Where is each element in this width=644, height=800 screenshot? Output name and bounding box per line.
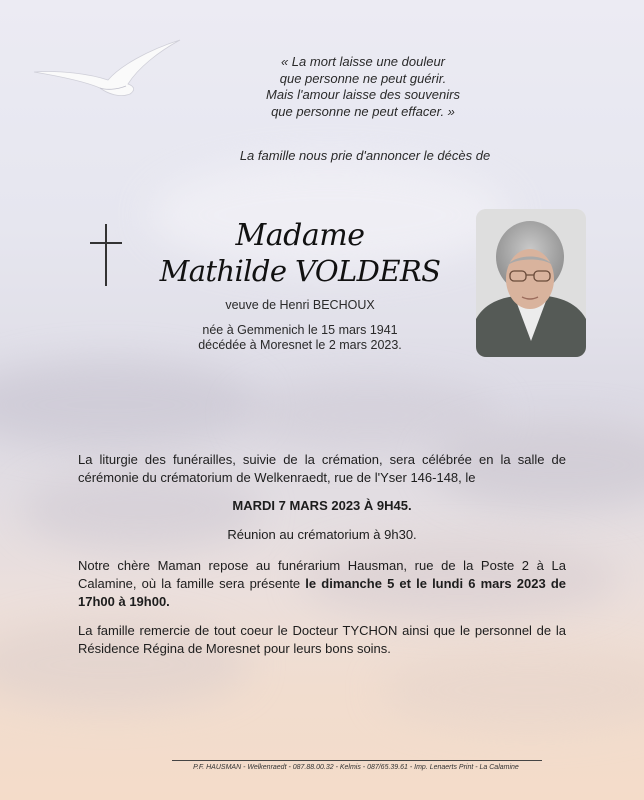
death-line: décédée à Moresnet le 2 mars 2023. [198,338,402,352]
cloud [380,650,644,730]
visitation-times: le dimanche 5 et le lundi 6 mars 2023 de 17h00 à 19h00. [78,576,566,609]
quote-line: que personne ne peut guérir. [279,70,447,86]
birth-line: née à Gemmenich le 15 mars 1941 [202,323,398,337]
visitation-info [78,557,566,611]
seagull-icon [30,36,184,100]
ceremony-meeting: Réunion au crématorium à 9h30. [227,527,417,542]
deceased-title: Madame [235,218,365,253]
footer-divider [172,760,542,761]
portrait-photo [476,209,586,357]
birth-death-info [160,323,440,353]
quote-line: Mais l'amour laisse des souvenirs [266,87,460,102]
footer-credits: P.F. HAUSMAN - Welkenraedt - 087.88.00.32 - Kelmis - 087/65.39.61 - Imp. Lenaerts Print - La Calamine [193,764,519,771]
quote-line: que personne ne peut effacer. » [271,103,455,119]
widow-of: veuve de Henri BECHOUX [225,298,375,312]
quote-line: « La mort laisse une douleur [280,54,446,69]
thanks-text: La famille remercie de tout coeur le Docteur TYCHON ainsi que le personnel de la Résidence Régina de Moresnet pour leurs bons soins. [78,623,566,656]
ceremony-intro: La liturgie des funérailles, suivie de la crémation, sera célébrée en la salle de cérémonie du crématorium de Welkenraedt, rue de l'Yser 146-148, le [78,452,566,485]
announcement: La famille nous prie d'annoncer le décès de [239,148,491,163]
deceased-name: Mathilde VOLDERS [159,254,441,288]
cloud [0,360,260,450]
visitation-text: Notre chère Maman repose au funérarium Hausman, rue de la Poste 2 à La Calamine, où la famille sera présente [78,558,566,591]
ceremony-datetime: MARDI 7 MARS 2023 À 9H45. [232,498,412,513]
cross-icon [90,224,122,286]
quote-block [240,54,486,120]
